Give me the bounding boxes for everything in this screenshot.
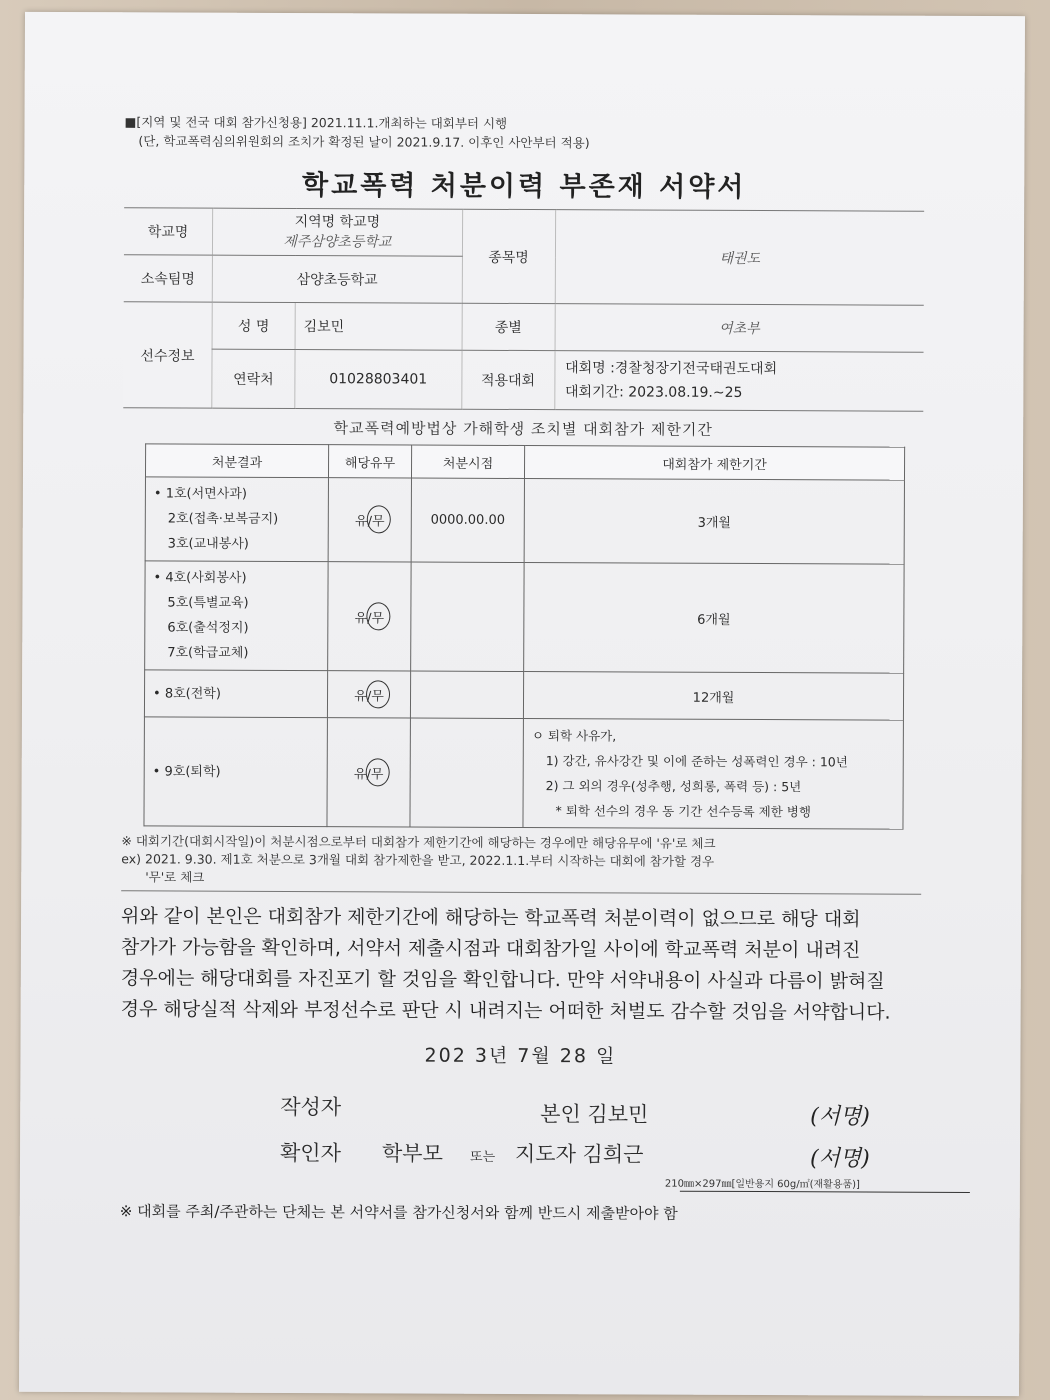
event-label: 종목명 bbox=[462, 209, 555, 303]
result-item: • 8호(전학) bbox=[153, 685, 221, 702]
bottom-note: ※ 대회를 주최/주관하는 단체는 본 서약서를 참가신청서와 함께 반드시 제출받아야 함 bbox=[119, 1202, 678, 1223]
yn-mark bbox=[354, 685, 384, 704]
result-cell bbox=[144, 670, 327, 718]
applicable-cell bbox=[327, 671, 410, 718]
result-item: 3호(교내봉사) bbox=[167, 536, 249, 552]
team-value: 삼양초등학교 bbox=[212, 255, 462, 303]
restriction-header-row bbox=[145, 444, 904, 480]
writer-row bbox=[120, 1084, 920, 1130]
name-value: 김보민 bbox=[295, 303, 462, 351]
athlete-label: 선수정보 bbox=[123, 302, 212, 408]
pledge-text: 위와 같이 본인은 대회참가 제한기간에 해당하는 학교폭력 처분이력이 없으므로 해당 대회 참가가 가능함을 확인하며, 서약서 제출시점과 대회참가일 사이에 학교폭력 처분이 내려진 경우에는 해당대회를 자진포기 할 것임을 확인합니다. 만약 서약내용이 사실과 다름이 밝혀질 경우 해당실적 삭제와 부정선수로 판단 시 내려지는 어떠한 처벌도 감수할 것임을 서약합니다. bbox=[120, 905, 891, 1024]
school-printed: 지역명 학교명 bbox=[294, 214, 381, 231]
writer-signature: (서명) bbox=[810, 1104, 870, 1130]
circle-mark-icon bbox=[366, 505, 390, 533]
name-label: 성 명 bbox=[212, 302, 295, 349]
paper-spec-row bbox=[120, 1170, 920, 1195]
result-item: 7호(학급교체) bbox=[167, 645, 249, 661]
division-label: 종별 bbox=[462, 303, 555, 350]
result-cell bbox=[144, 717, 327, 827]
confirmer-row bbox=[120, 1130, 920, 1173]
result-item: • 1호(서면사과) bbox=[153, 486, 247, 502]
result-item: 5호(특별교육) bbox=[167, 595, 249, 611]
school-label: 학교명 bbox=[124, 208, 213, 255]
applicable-cell bbox=[328, 478, 411, 562]
limit-line: 2) 그 외의 경우(성추행, 성희롱, 폭력 등) : 5년 bbox=[545, 778, 802, 795]
notice-line-2: (단, 학교폭력심의위원회의 조치가 확정된 날이 2021.9.17. 이후인 사안부터 적용) bbox=[138, 133, 590, 151]
table-row bbox=[144, 670, 903, 720]
table-row bbox=[144, 717, 903, 829]
paper-spec: 210㎜×297㎜[일반용지 60g/㎡(재활용품)] bbox=[664, 1178, 860, 1191]
yn-mark bbox=[354, 763, 384, 782]
section-title: 학교폭력예방법상 가해학생 조치별 대회참가 제한기간 bbox=[333, 419, 713, 439]
date-cell bbox=[411, 562, 524, 671]
signature-line bbox=[680, 1191, 970, 1193]
limit-line: 1) 강간, 유사강간 및 이에 준하는 성폭력인 경우 : 10년 bbox=[545, 753, 848, 770]
yn-text: 유/무 bbox=[354, 688, 384, 704]
divider bbox=[121, 890, 921, 894]
limit-line: * 퇴학 선수의 경우 동 기간 선수등록 제한 병행 bbox=[555, 803, 811, 820]
footnote bbox=[121, 832, 921, 889]
contact-label: 연락처 bbox=[212, 349, 295, 408]
date-cell bbox=[410, 718, 523, 827]
contact-value: 01028803401 bbox=[295, 350, 462, 410]
team-label: 소속팀명 bbox=[124, 255, 213, 302]
yn-text: 유/무 bbox=[353, 766, 384, 782]
header-applicable: 해당유무 bbox=[328, 445, 411, 478]
yn-mark bbox=[355, 607, 385, 626]
result-item: • 4호(사회봉사) bbox=[153, 570, 247, 586]
header-date: 처분시점 bbox=[411, 445, 524, 478]
confirmer-label: 확인자 bbox=[279, 1140, 341, 1166]
notice-line-1: ■[지역 및 전국 대회 참가신청용] 2021.11.1.개최하는 대회부터 시행 bbox=[124, 114, 508, 131]
notice bbox=[124, 112, 924, 153]
limit-line: ㅇ 퇴학 사유가, bbox=[531, 728, 617, 744]
circle-mark-icon bbox=[366, 602, 390, 630]
table-row bbox=[145, 561, 904, 673]
limit-cell bbox=[523, 719, 903, 830]
result-item: 6호(출석정지) bbox=[167, 620, 249, 636]
header-limit: 대회참가 제한기간 bbox=[524, 446, 904, 481]
confirmer-or: 또는 bbox=[469, 1149, 496, 1165]
footnote-line-2: ex) 2021. 9.30. 제1호 처분으로 3개월 대회 참가제한을 받고, 2022.1.1.부터 시작하는 대회에 참가할 경우 bbox=[121, 851, 715, 869]
competition-cell bbox=[554, 351, 923, 412]
competition-name: 대회명 :경찰청장기전국태권도대회 bbox=[565, 360, 778, 378]
info-table bbox=[123, 207, 924, 411]
yn-mark bbox=[355, 510, 385, 529]
document-content bbox=[120, 112, 925, 1224]
sign-date: 202 3년 7월 28 일 bbox=[424, 1044, 617, 1068]
confirmer-signature: (서명) bbox=[809, 1146, 870, 1172]
result-item: 2호(접촉·보복금지) bbox=[167, 511, 279, 527]
division-value: 여초부 bbox=[555, 304, 924, 353]
applicable-cell bbox=[328, 562, 411, 671]
circle-mark-icon bbox=[366, 680, 390, 708]
applied-label: 적용대회 bbox=[461, 350, 554, 409]
yn-text: 유/무 bbox=[354, 610, 385, 626]
writer-label: 작성자 bbox=[280, 1094, 342, 1120]
header-result: 처분결과 bbox=[145, 444, 328, 478]
date-cell: 0000.00.00 bbox=[411, 478, 524, 562]
school-value: 제주삼양초등학교 bbox=[283, 233, 392, 251]
result-cell bbox=[145, 561, 328, 671]
table-row bbox=[145, 477, 904, 564]
confirmer-role: 지도자 김희근 bbox=[514, 1141, 644, 1167]
footnote-line-1: ※ 대회기간(대회시작일)이 처분시점으로부터 대회참가 제한기간에 해당하는 경우에만 해당유무에 '유'로 체크 bbox=[121, 833, 716, 851]
circle-mark-icon bbox=[365, 758, 389, 786]
school-cell bbox=[212, 208, 462, 256]
restriction-table bbox=[143, 443, 905, 829]
limit-cell: 6개월 bbox=[524, 563, 904, 674]
confirmer-parent: 학부모 bbox=[381, 1141, 443, 1166]
competition-period: 대회기간: 2023.08.19.~25 bbox=[564, 384, 743, 401]
document-paper bbox=[19, 12, 1025, 1396]
date-cell bbox=[410, 671, 523, 718]
event-value: 태권도 bbox=[555, 210, 924, 306]
result-cell bbox=[145, 477, 328, 562]
limit-cell: 12개월 bbox=[523, 672, 903, 721]
document-title: 학교폭력 처분이력 부존재 서약서 bbox=[302, 170, 747, 203]
limit-cell: 3개월 bbox=[524, 479, 904, 565]
applicable-cell bbox=[327, 718, 410, 827]
writer-role: 본인 김보민 bbox=[540, 1102, 649, 1127]
result-item: • 9호(퇴학) bbox=[152, 763, 221, 780]
footnote-line-3: '무'로 체크 bbox=[145, 869, 205, 885]
yn-text: 유/무 bbox=[355, 514, 385, 530]
